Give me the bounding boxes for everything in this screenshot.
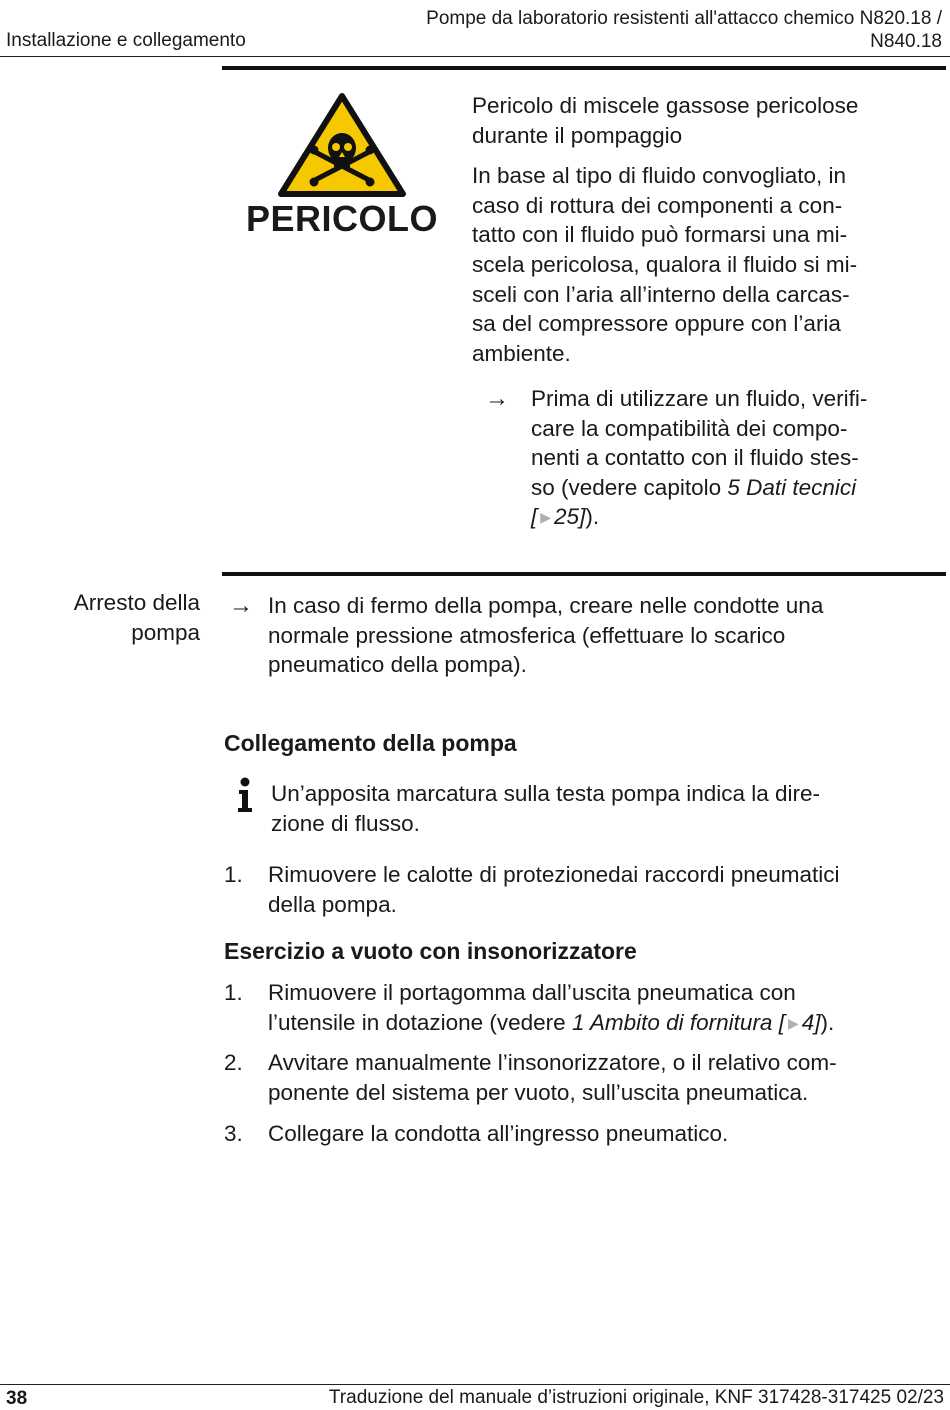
- vacuum-step-2: [268, 1048, 943, 1107]
- info-line: zione di flusso.: [271, 810, 420, 836]
- step-line: della pompa.: [268, 891, 397, 917]
- chapter-link-dati-tecnici[interactable]: 5 Dati tecnici: [727, 474, 857, 500]
- step-line: [268, 1008, 943, 1039]
- danger-signal-word: PERICOLO: [245, 198, 438, 239]
- info-note: [271, 779, 936, 838]
- side-label-line: pompa: [131, 619, 200, 645]
- side-label-arresto: [10, 588, 200, 647]
- stop-line: normale pressione atmosferica (effettuare lo scarico: [268, 622, 786, 648]
- footer-document-title: Traduzione del manuale d’istruzioni originale, KNF 317428-317425 02/23: [328, 1387, 944, 1408]
- step-line: ponente del sistema per vuoto, sull’uscita pneumatica.: [268, 1079, 809, 1105]
- danger-body: [472, 161, 942, 368]
- danger-action-line: nenti a contatto con il fluido stes-: [531, 445, 859, 471]
- danger-body-line: caso di rottura dei componenti a con-: [472, 192, 843, 218]
- stop-instruction: [268, 591, 938, 680]
- danger-body-line: sa del compressore oppure con l’aria: [472, 311, 841, 337]
- danger-action-line: [531, 473, 943, 503]
- vacuum-step-3: Collegare la condotta all’ingresso pneumatico.: [268, 1121, 729, 1146]
- danger-action: [531, 384, 943, 533]
- header-product-line: N840.18: [870, 31, 942, 52]
- step-number: 2.: [224, 1050, 243, 1075]
- step-number: 3.: [224, 1121, 243, 1146]
- header-product-line: Pompe da laboratorio resistenti all'attacco chemico N820.18 /: [426, 8, 942, 29]
- header-section-title: Installazione e collegamento: [6, 30, 246, 51]
- danger-action-text: so (vedere capitolo: [531, 474, 728, 500]
- header-product-title: [322, 7, 942, 53]
- step-number: 1.: [224, 862, 243, 887]
- step-line: Avvitare manualmente l’insonorizzatore, o il relativo com-: [268, 1050, 837, 1075]
- danger-message: [472, 91, 942, 368]
- skull-warning-icon: [277, 92, 407, 198]
- ref-bracket-open: [: [531, 504, 538, 530]
- danger-action-line: [531, 502, 943, 533]
- step-text: l’utensile in dotazione (vedere: [268, 1009, 572, 1035]
- vacuum-step-1: [268, 978, 943, 1038]
- ref-bracket-close: ]: [579, 504, 586, 530]
- danger-body-line: ambiente.: [472, 340, 571, 366]
- danger-top-rule: [222, 66, 946, 70]
- stop-line: In caso di fermo della pompa, creare nelle condotte una: [268, 593, 824, 618]
- heading-collegamento: Collegamento della pompa: [224, 730, 517, 756]
- danger-title-line: durante il pompaggio: [472, 122, 683, 148]
- page-ref-link[interactable]: 25: [554, 504, 580, 530]
- step-suffix: ).: [820, 1009, 835, 1035]
- heading-esercizio-vuoto: Esercizio a vuoto con insonorizzatore: [224, 938, 637, 964]
- side-label-line: Arresto della: [73, 590, 200, 615]
- danger-title-line: Pericolo di miscele gassose pericolose: [472, 93, 859, 118]
- page-ref-link[interactable]: 4: [801, 1009, 815, 1035]
- chapter-link-ambito-fornitura[interactable]: 1 Ambito di fornitura: [571, 1009, 773, 1035]
- ref-bracket-open: [: [778, 1009, 785, 1035]
- connection-step-1: [268, 860, 938, 919]
- page-ref-arrow-icon: ▶: [540, 509, 552, 526]
- danger-body-line: scela pericolosa, qualora il fluido si mi-: [472, 251, 858, 277]
- stop-top-rule: [222, 572, 946, 576]
- danger-action-suffix: ).: [585, 504, 600, 530]
- danger-action-line: care la compatibilità dei compo-: [531, 415, 848, 441]
- ref-bracket-close: ]: [814, 1009, 821, 1035]
- step-number: 1.: [224, 980, 243, 1005]
- footer-divider: [0, 1384, 950, 1385]
- step-line: Rimuovere il portagomma dall’uscita pneumatica con: [268, 980, 796, 1005]
- info-icon: [235, 777, 255, 813]
- stop-line: pneumatico della pompa).: [268, 652, 527, 678]
- danger-body-line: In base al tipo di fluido convogliato, in: [472, 163, 846, 189]
- arrow-right-icon: →: [229, 592, 253, 619]
- arrow-right-icon: →: [485, 385, 509, 412]
- danger-body-line: sceli con l’aria all’interno della carcas-: [472, 281, 850, 307]
- danger-body-line: tatto con il fluido può formarsi una mi-: [472, 222, 848, 248]
- page-ref-arrow-icon: ▶: [787, 1014, 799, 1031]
- danger-title: [472, 91, 942, 150]
- step-line: Rimuovere le calotte di protezionedai raccordi pneumatici: [268, 862, 840, 887]
- page-number: 38: [6, 1388, 28, 1409]
- header-divider: [0, 56, 950, 57]
- danger-action-line: Prima di utilizzare un fluido, verifi-: [531, 386, 868, 411]
- info-line: Un’apposita marcatura sulla testa pompa indica la dire-: [271, 781, 821, 806]
